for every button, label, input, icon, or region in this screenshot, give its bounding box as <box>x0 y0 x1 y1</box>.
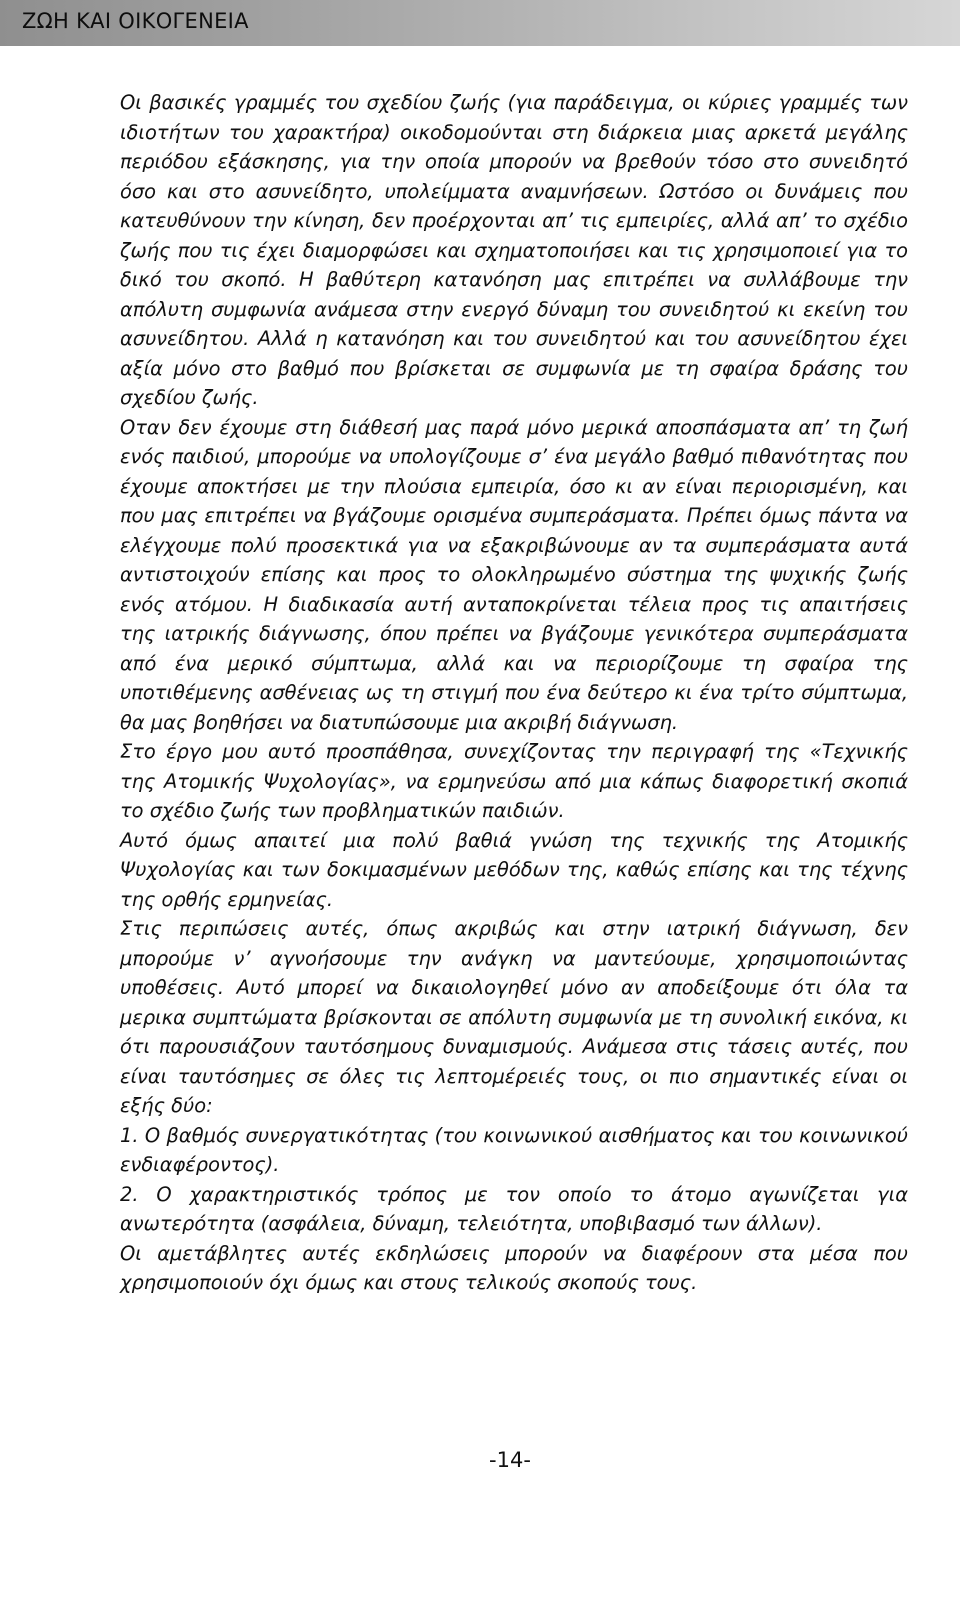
body-text <box>120 88 908 1298</box>
paragraph: Οι αμετάβλητες αυτές εκδηλώσεις μπορούν να διαφέρουν στα μέσα που χρησιμοποιούν όχι όμως και στους τελικούς σκοπούς τους. <box>120 1241 908 1294</box>
running-header-title: ΖΩΗ ΚΑΙ ΟΙΚΟΓΕΝΕΙΑ <box>22 9 249 33</box>
paragraph: Οι βασικές γραμμές του σχεδίου ζωής (για παράδειγμα, οι κύριες γραμμές των ιδιοτήτων του χαρακτήρα) οικοδομούνται στη διάρκεια μιας αρκετά μεγάλης περιόδου εξάσκησης, για την οποία μπορούν να βρεθούν τόσο στο συνειδητό όσο και στο ασυνείδητο, υπολείμματα αναμνήσεων. Ωστόσο οι δυνάμεις που κατευθύνουν την κίνηση, δεν προέρχονται απ’ τις εμπειρίες, αλλά απ’ το σχέδιο ζωής που τις έχει διαμορφώσει και σχηματοποιήσει και τις χρησιμοποιεί για το δικό του σκοπό. Η βαθύτερη κατανόηση μας επιτρέπει να συλλάβουμε την απόλυτη συμφωνία ανάμεσα στην ενεργό δύναμη του συνειδητού κι εκείνη του ασυνείδητου. Αλλά η κατανόηση και του συνειδητού και του ασυνείδητου έχει αξία μόνο στο βαθμό που βρίσκεται σε συμφωνία με τη σφαίρα δράσης του σχεδίου ζωής. <box>120 91 908 409</box>
running-header <box>0 0 960 46</box>
paragraph: Οταν δεν έχουμε στη διάθεσή μας παρά μόνο μερικά αποσπάσματα απ’ τη ζωή ενός παιδιού, μπορούμε να υπολογίζουμε σ’ ένα μεγάλο βαθμό πιθανότητας που έχουμε αποκτήσει με την πλούσια εμπειρία, όσο κι αν είναι περιορισμένη, και που μας επιτρέπει να βγάζουμε ορισμένα συμπεράσματα. Πρέπει όμως πάντα να ελέγχουμε πολύ προσεκτικά για να εξακριβώνουμε αν τα συμπεράσματα αυτά αντιστοιχούν επίσης και προς το ολοκληρωμένο σύστημα της ψυχικής ζωής ενός ατόμου. Η διαδικασία αυτή ανταποκρίνεται τέλεια προς τις απαιτήσεις της ιατρικής διάγνωσης, όπου πρέπει να βγάζουμε γενικότερα συμπεράσματα από ένα μερικό σύμπτωμα, αλλά και να περιορίζουμε τη σφαίρα της υποτιθέμενης ασθένειας ως τη στιγμή που ένα δεύτερο κι ένα τρίτο σύμπτωμα, θα μας βοηθήσει να διατυπώσουμε μια ακριβή διάγνωση. <box>120 415 908 734</box>
paragraph: Αυτό όμως απαιτεί μια πολύ βαθιά γνώση της τεχνικής της Ατομικής Ψυχολογίας και των δοκιμασμένων μεθόδων της, καθώς επίσης και της τέχνης της ορθής ερμηνείας. <box>120 828 908 911</box>
list-item: 2. Ο χαρακτηριστικός τρόπος με τον οποίο το άτομο αγωνίζεται για ανωτερότητα (ασφάλεια, δύναμη, τελειότητα, υποβιβασμό των άλλων). <box>120 1182 908 1235</box>
paragraph: Στο έργο μου αυτό προσπάθησα, συνεχίζοντας την περιγραφή της «Τεχνικής της Ατομικής Ψυχολογίας», να ερμηνεύσω από μια κάπως διαφορετική σκοπιά το σχέδιο ζωής των προβληματικών παιδιών. <box>120 740 908 822</box>
page-number: -14- <box>489 1448 531 1472</box>
paragraph: Στις περιπώσεις αυτές, όπως ακριβώς και στην ιατρική διάγνωση, δεν μπορούμε ν’ αγνοήσουμε την ανάγκη να μαντεύουμε, χρησιμοποιώντας υποθέσεις. Αυτό μπορεί να δικαιολογηθεί μόνο αν αποδείξουμε ότι όλα τα μερικα συμπτώματα βρίσκονται σε απόλυτη συμφωνία με τη συνολική εικόνα, κι ότι παρουσιάζουν ταυτόσημους δυναμισμούς. Ανάμεσα στις τάσεις αυτές, που είναι ταυτόσημες σε όλες τις λεπτομέρειές τους, οι πιο σημαντικές είναι οι εξής δύο: <box>120 917 908 1117</box>
list-item: 1. Ο βαθμός συνεργατικότητας (του κοινωνικού αισθήματος και του κοινωνικού ενδιαφέροντος). <box>120 1123 908 1176</box>
